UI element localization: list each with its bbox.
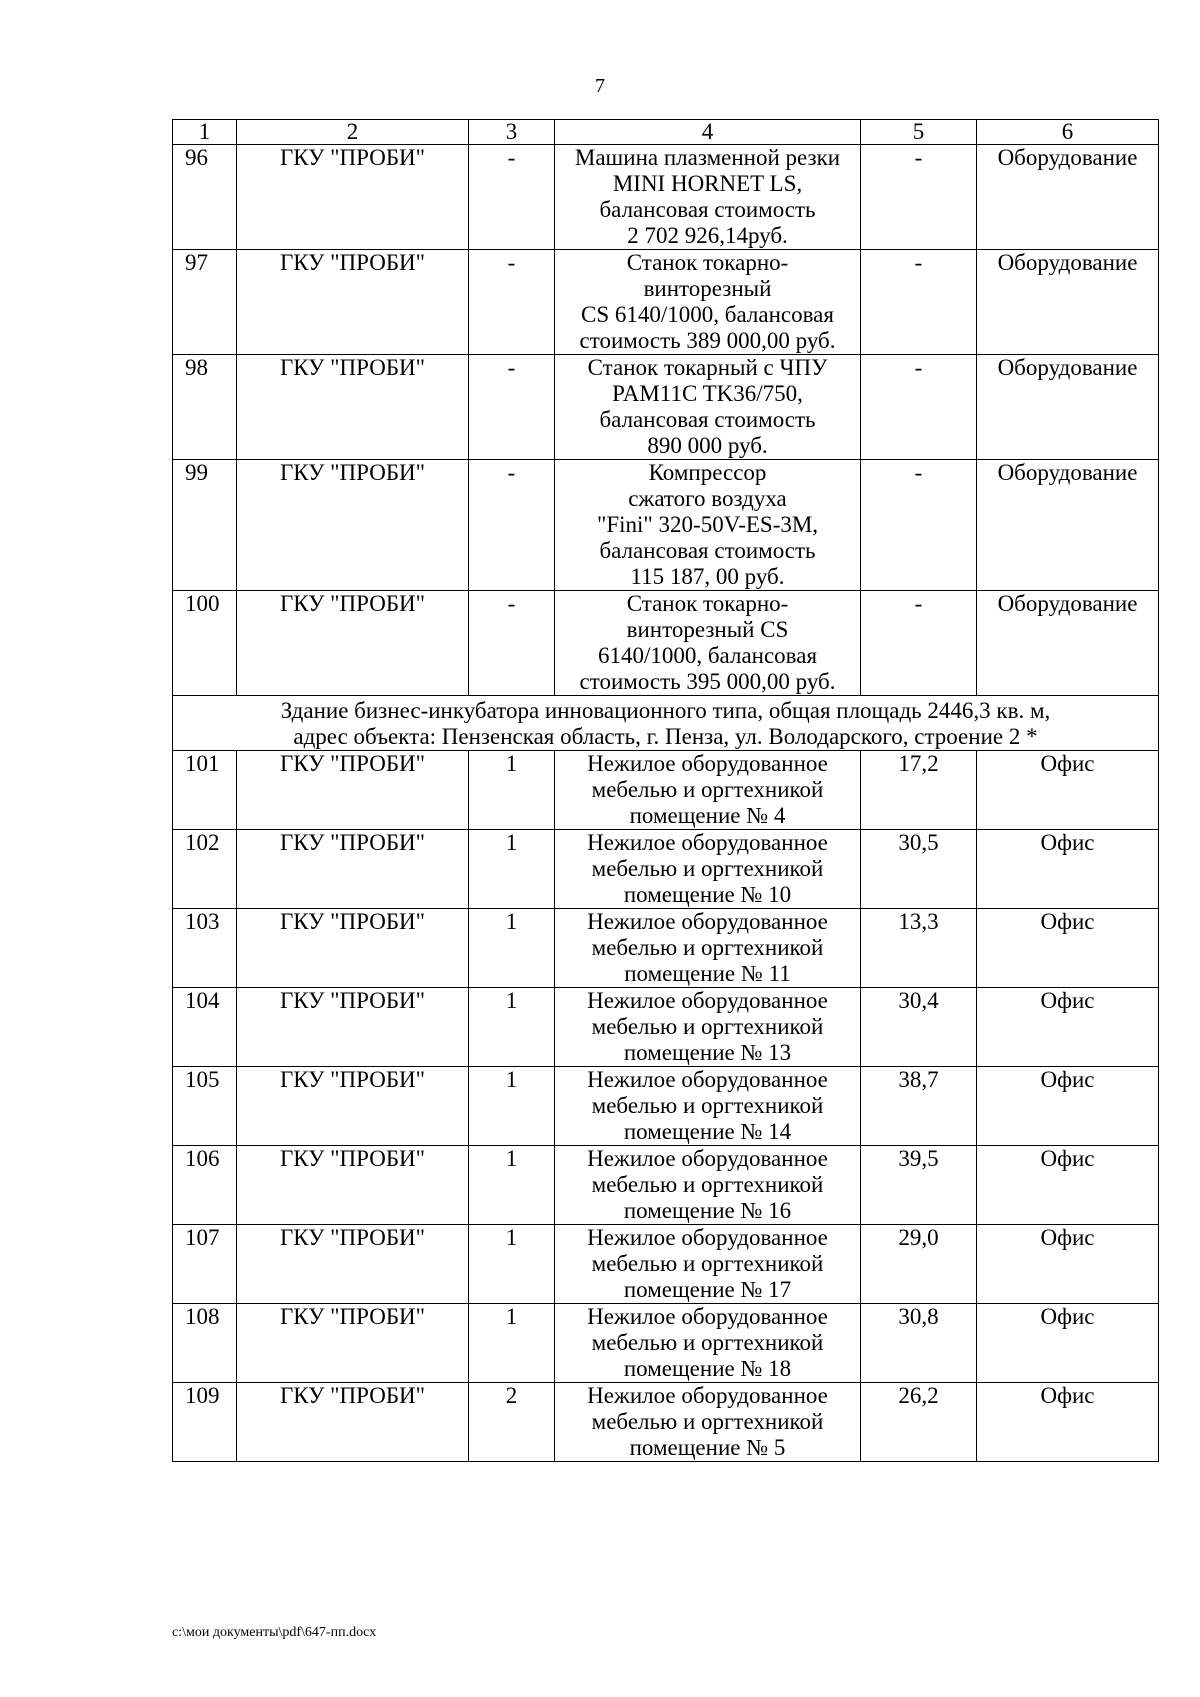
description-line: помещение № 13 — [623, 1040, 792, 1065]
office-row — [173, 1304, 1159, 1383]
purpose-cell: Офис — [977, 1304, 1159, 1383]
description-line: помещение № 5 — [629, 1435, 786, 1460]
property-table — [172, 119, 1159, 1462]
organization-cell: ГКУ "ПРОБИ" — [237, 988, 469, 1067]
area-cell: - — [861, 460, 977, 591]
floor-cell: - — [469, 591, 555, 696]
area-cell: 39,5 — [861, 1146, 977, 1225]
office-row — [173, 1225, 1159, 1304]
description-line: стоимость 395 000,00 руб. — [579, 669, 836, 694]
purpose-cell: Офис — [977, 1146, 1159, 1225]
description-line: Нежилое оборудованное — [587, 751, 828, 776]
description-cell — [555, 1383, 861, 1462]
organization-cell: ГКУ "ПРОБИ" — [237, 355, 469, 460]
file-path-footer: c:\мои документы\pdf\647-пп.docx — [172, 1625, 377, 1640]
organization-cell: ГКУ "ПРОБИ" — [237, 1383, 469, 1462]
row-number-cell: 106 — [173, 1146, 237, 1225]
description-line: Машина плазменной резки — [574, 145, 841, 170]
floor-cell: - — [469, 355, 555, 460]
description-cell — [555, 909, 861, 988]
purpose-cell: Офис — [977, 830, 1159, 909]
equipment-row — [173, 355, 1159, 460]
section-heading-cell — [173, 696, 1159, 751]
description-line: PAM11C TK36/750, — [612, 381, 803, 406]
description-line: Станок токарно- — [626, 250, 789, 275]
purpose-cell: Оборудование — [977, 591, 1159, 696]
description-line: мебелью и оргтехникой — [591, 1409, 824, 1434]
area-cell: - — [861, 250, 977, 355]
description-line: CS 6140/1000, балансовая — [581, 302, 834, 327]
organization-cell: ГКУ "ПРОБИ" — [237, 1067, 469, 1146]
description-line: помещение № 18 — [623, 1356, 792, 1381]
purpose-cell: Офис — [977, 988, 1159, 1067]
description-cell — [555, 460, 861, 591]
description-line: Компрессор — [648, 460, 767, 485]
floor-cell: - — [469, 145, 555, 250]
floor-cell: 1 — [469, 1067, 555, 1146]
header-cell: 4 — [555, 120, 861, 145]
office-row — [173, 909, 1159, 988]
purpose-cell: Офис — [977, 909, 1159, 988]
description-cell — [555, 1304, 861, 1383]
row-number-cell: 105 — [173, 1067, 237, 1146]
description-line: мебелью и оргтехникой — [591, 1172, 824, 1197]
description-line: Нежилое оборудованное — [587, 1304, 828, 1329]
organization-cell: ГКУ "ПРОБИ" — [237, 1225, 469, 1304]
area-cell: 30,5 — [861, 830, 977, 909]
area-cell: - — [861, 591, 977, 696]
row-number-cell: 104 — [173, 988, 237, 1067]
organization-cell: ГКУ "ПРОБИ" — [237, 1146, 469, 1225]
description-line: помещение № 14 — [623, 1119, 792, 1144]
area-cell: - — [861, 355, 977, 460]
description-cell — [555, 1067, 861, 1146]
organization-cell: ГКУ "ПРОБИ" — [237, 145, 469, 250]
floor-cell: 1 — [469, 909, 555, 988]
description-line: 2 702 926,14руб. — [627, 223, 788, 248]
description-line: сжатого воздуха — [628, 486, 787, 511]
description-line: Нежилое оборудованное — [587, 1383, 828, 1408]
header-cell: 5 — [861, 120, 977, 145]
description-line: Нежилое оборудованное — [587, 1225, 828, 1250]
description-cell — [555, 355, 861, 460]
organization-cell: ГКУ "ПРОБИ" — [237, 909, 469, 988]
office-row — [173, 988, 1159, 1067]
purpose-cell: Оборудование — [977, 250, 1159, 355]
row-number-cell: 102 — [173, 830, 237, 909]
area-cell: 29,0 — [861, 1225, 977, 1304]
description-line: Нежилое оборудованное — [587, 1067, 828, 1092]
equipment-row — [173, 591, 1159, 696]
area-cell: 26,2 — [861, 1383, 977, 1462]
section-heading-row — [173, 696, 1159, 751]
purpose-cell: Офис — [977, 1067, 1159, 1146]
description-line: Нежилое оборудованное — [587, 909, 828, 934]
row-number-cell: 107 — [173, 1225, 237, 1304]
floor-cell: - — [469, 250, 555, 355]
area-cell: 17,2 — [861, 751, 977, 830]
floor-cell: 1 — [469, 988, 555, 1067]
description-line: Нежилое оборудованное — [587, 988, 828, 1013]
row-number-cell: 103 — [173, 909, 237, 988]
description-line: стоимость 389 000,00 руб. — [579, 328, 836, 353]
equipment-row — [173, 145, 1159, 250]
description-line: Станок токарно- — [626, 591, 789, 616]
row-number-cell: 98 — [173, 355, 237, 460]
description-cell — [555, 1225, 861, 1304]
floor-cell: - — [469, 460, 555, 591]
description-cell — [555, 250, 861, 355]
header-cell: 3 — [469, 120, 555, 145]
description-line: 115 187, 00 руб. — [630, 564, 785, 589]
row-number-cell: 101 — [173, 751, 237, 830]
description-line: мебелью и оргтехникой — [591, 935, 824, 960]
description-cell — [555, 1146, 861, 1225]
row-number-cell: 99 — [173, 460, 237, 591]
description-line: балансовая стоимость — [599, 538, 816, 563]
description-line: помещение № 16 — [623, 1198, 792, 1223]
area-cell: 13,3 — [861, 909, 977, 988]
area-cell: 30,8 — [861, 1304, 977, 1383]
organization-cell: ГКУ "ПРОБИ" — [237, 250, 469, 355]
description-cell — [555, 988, 861, 1067]
description-line: винторезный CS — [626, 617, 789, 642]
row-number-cell: 100 — [173, 591, 237, 696]
purpose-cell: Офис — [977, 751, 1159, 830]
row-number-cell: 96 — [173, 145, 237, 250]
row-number-cell: 109 — [173, 1383, 237, 1462]
office-row — [173, 830, 1159, 909]
description-line: мебелью и оргтехникой — [591, 1251, 824, 1276]
description-line: MINI HORNET LS, — [612, 171, 803, 196]
description-cell — [555, 751, 861, 830]
purpose-cell: Офис — [977, 1383, 1159, 1462]
description-line: мебелью и оргтехникой — [591, 1093, 824, 1118]
floor-cell: 1 — [469, 1146, 555, 1225]
header-cell: 6 — [977, 120, 1159, 145]
description-line: помещение № 4 — [629, 803, 786, 828]
row-number-cell: 108 — [173, 1304, 237, 1383]
description-cell — [555, 591, 861, 696]
description-line: балансовая стоимость — [599, 407, 816, 432]
office-row — [173, 1146, 1159, 1225]
section-heading-line: адрес объекта: Пензенская область, г. Пенза, ул. Володарского, строение 2 * — [293, 724, 1038, 749]
area-cell: 30,4 — [861, 988, 977, 1067]
purpose-cell: Оборудование — [977, 145, 1159, 250]
description-line: Нежилое оборудованное — [587, 830, 828, 855]
row-number-cell: 97 — [173, 250, 237, 355]
office-row — [173, 1067, 1159, 1146]
header-cell: 1 — [173, 120, 237, 145]
equipment-row — [173, 460, 1159, 591]
description-line: мебелью и оргтехникой — [591, 1014, 824, 1039]
floor-cell: 1 — [469, 1225, 555, 1304]
description-line: 6140/1000, балансовая — [597, 643, 818, 668]
page-number: 7 — [595, 75, 605, 97]
organization-cell: ГКУ "ПРОБИ" — [237, 591, 469, 696]
description-line: винторезный — [643, 276, 772, 301]
description-line: Нежилое оборудованное — [587, 1146, 828, 1171]
description-line: помещение № 11 — [624, 961, 791, 986]
organization-cell: ГКУ "ПРОБИ" — [237, 830, 469, 909]
description-line: помещение № 17 — [623, 1277, 792, 1302]
header-row — [173, 120, 1159, 145]
floor-cell: 1 — [469, 1304, 555, 1383]
organization-cell: ГКУ "ПРОБИ" — [237, 460, 469, 591]
purpose-cell: Оборудование — [977, 355, 1159, 460]
floor-cell: 1 — [469, 830, 555, 909]
header-cell: 2 — [237, 120, 469, 145]
organization-cell: ГКУ "ПРОБИ" — [237, 1304, 469, 1383]
purpose-cell: Офис — [977, 1225, 1159, 1304]
section-heading-line: Здание бизнес-инкубатора инновационного типа, общая площадь 2446,3 кв. м, — [280, 698, 1051, 723]
description-line: балансовая стоимость — [599, 197, 816, 222]
description-line: мебелью и оргтехникой — [591, 856, 824, 881]
description-line: мебелью и оргтехникой — [591, 1330, 824, 1355]
organization-cell: ГКУ "ПРОБИ" — [237, 751, 469, 830]
office-row — [173, 751, 1159, 830]
description-line: "Fini" 320-50V-ES-3M, — [596, 512, 819, 537]
description-line: помещение № 10 — [623, 882, 792, 907]
description-cell — [555, 830, 861, 909]
area-cell: 38,7 — [861, 1067, 977, 1146]
description-line: 890 000 руб. — [647, 433, 768, 458]
purpose-cell: Оборудование — [977, 460, 1159, 591]
office-row — [173, 1383, 1159, 1462]
description-cell — [555, 145, 861, 250]
area-cell: - — [861, 145, 977, 250]
floor-cell: 1 — [469, 751, 555, 830]
floor-cell: 2 — [469, 1383, 555, 1462]
equipment-row — [173, 250, 1159, 355]
description-line: Станок токарный с ЧПУ — [587, 355, 828, 380]
description-line: мебелью и оргтехникой — [591, 777, 824, 802]
